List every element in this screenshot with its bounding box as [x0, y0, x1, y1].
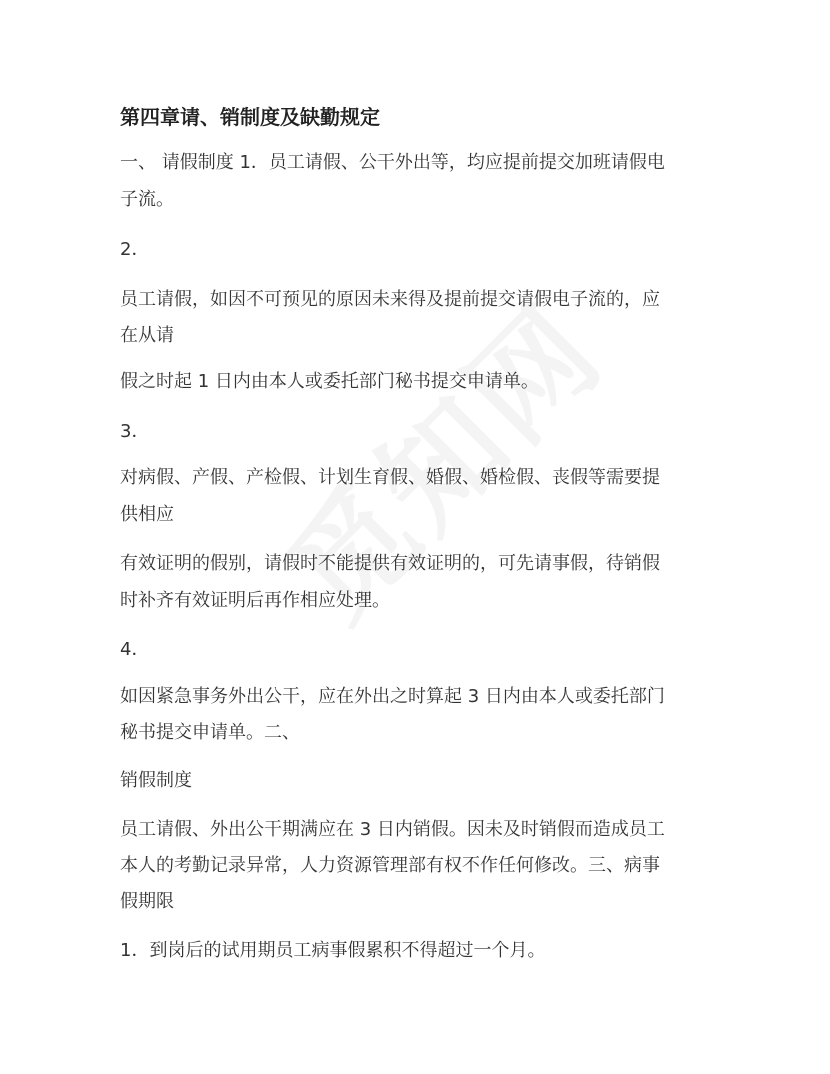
list-number: 4．: [120, 639, 150, 660]
paragraph-line: 本人的考勤记录异常，人力资源管理部有权不作任何修改。三、病事: [120, 855, 660, 876]
paragraph-line: 有效证明的假别，请假时不能提供有效证明的，可先请事假，待销假: [120, 553, 660, 574]
paragraph-line: 时补齐有效证明后再作相应处理。: [120, 590, 390, 611]
paragraph-line: 在从请: [120, 325, 174, 346]
paragraph-line: 子流。: [120, 189, 174, 210]
paragraph-line: 秘书提交申请单。二、: [120, 722, 300, 743]
paragraph-line: 假期限: [120, 891, 174, 912]
paragraph-line: 假之时起 1 日内由本人或委托部门秘书提交申请单。: [120, 371, 539, 392]
paragraph-line: 员工请假、外出公干期满应在 3 日内销假。因未及时销假而造成员工: [120, 819, 665, 840]
chapter-title: 第四章请、销制度及缺勤规定: [120, 105, 380, 129]
paragraph-line: 员工请假，如因不可预见的原因未来得及提前提交请假电子流的，应: [120, 289, 660, 310]
list-number: 2．: [120, 239, 150, 260]
paragraph-line: 一、 请假制度 1．员工请假、公干外出等，均应提前提交加班请假电: [120, 152, 665, 173]
paragraph-line: 供相应: [120, 504, 174, 525]
list-number: 3．: [120, 421, 150, 442]
paragraph-line: 对病假、产假、产检假、计划生育假、婚假、婚检假、丧假等需要提: [120, 467, 660, 488]
section-heading: 销假制度: [120, 770, 192, 791]
paragraph-line: 如因紧急事务外出公干，应在外出之时算起 3 日内由本人或委托部门: [120, 686, 665, 707]
paragraph-line: 1．到岗后的试用期员工病事假累积不得超过一个月。: [120, 940, 546, 961]
